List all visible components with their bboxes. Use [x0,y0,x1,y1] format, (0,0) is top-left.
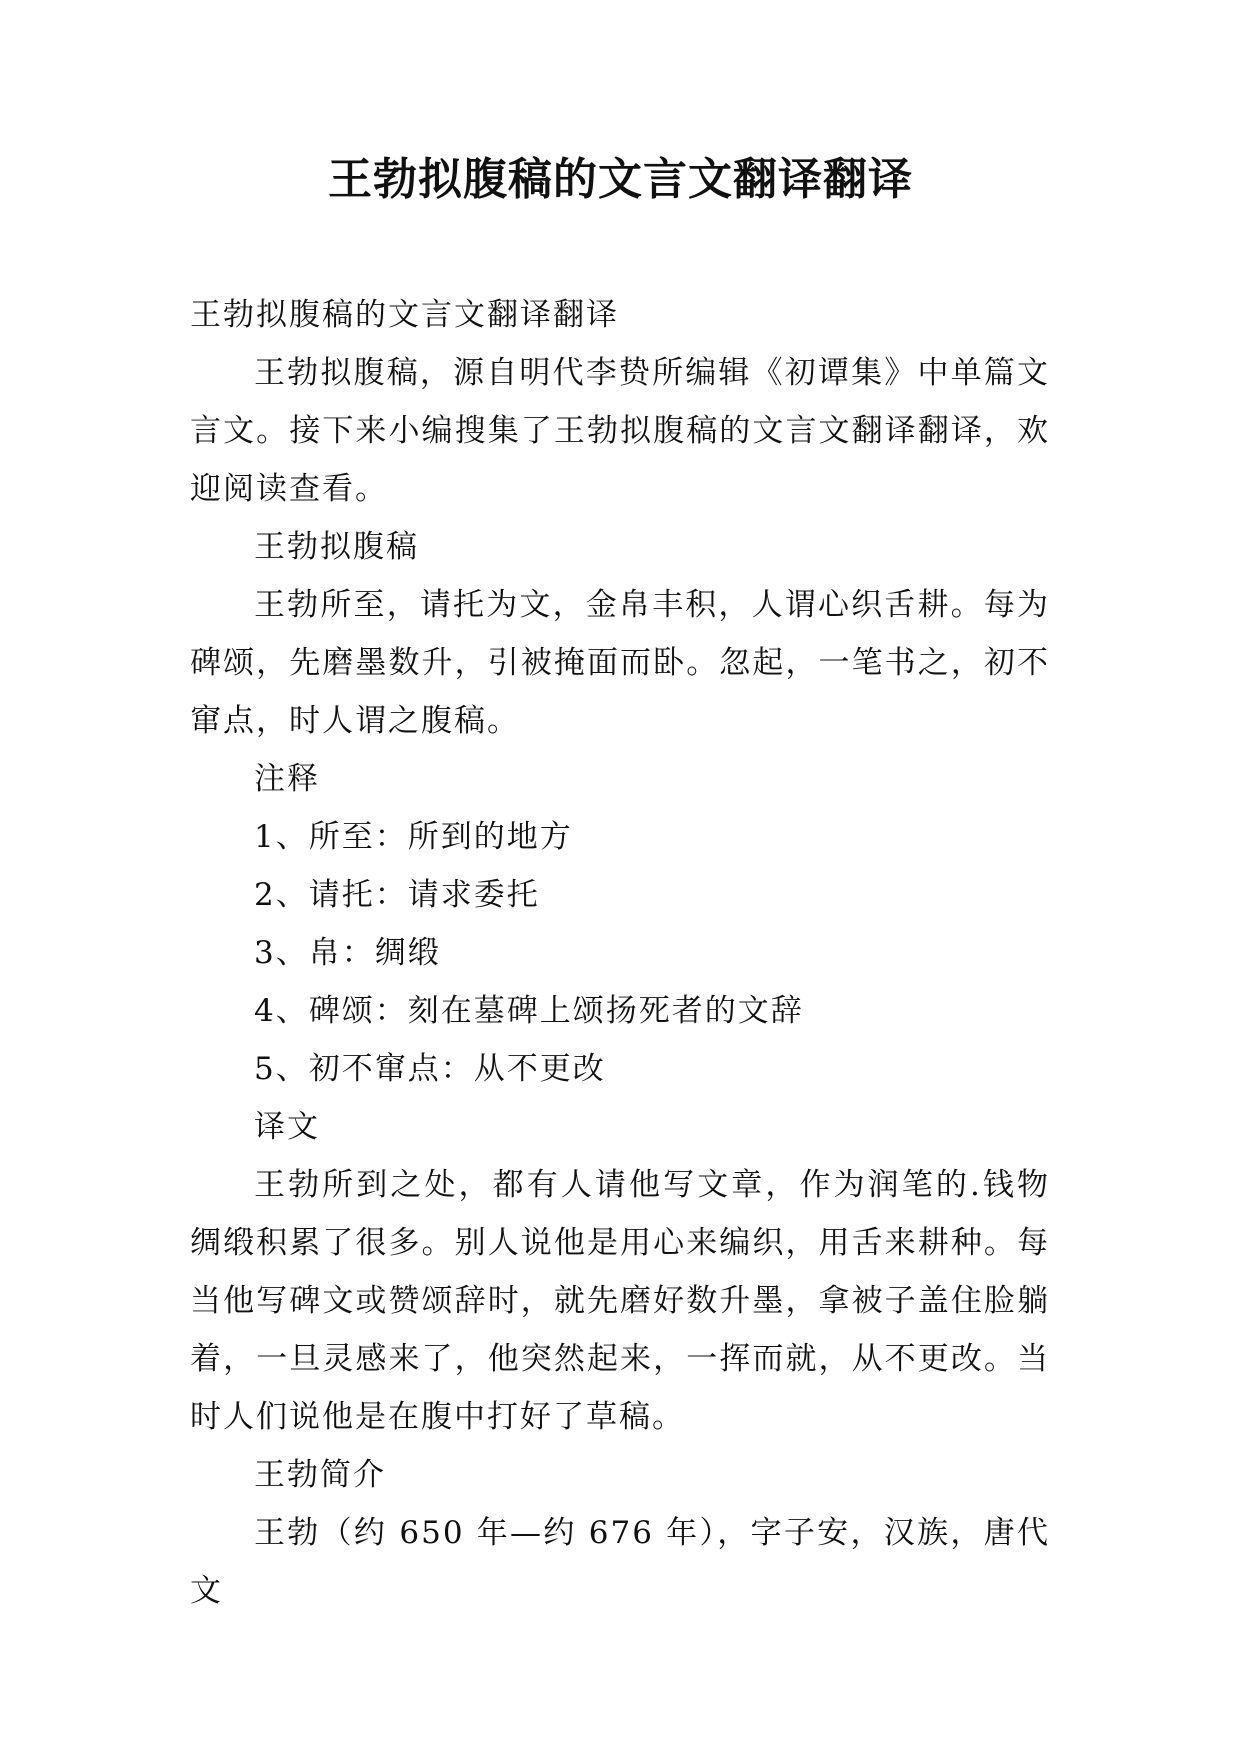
paragraph-translation: 王勃所到之处，都有人请他写文章，作为润笔的.钱物绸缎积累了很多。别人说他是用心来编织，用舌来耕种。每当他写碑文或赞颂辞时，就先磨好数升墨，拿被子盖住脸躺着，一旦灵感来了，他突然起来，一挥而就，从不更改。当时人们说他是在腹中打好了草稿。 [190,1167,1050,1435]
note-item: 5、初不窜点：从不更改 [254,1051,606,1087]
document-title: 王勃拟腹稿的文言文翻译翻译 [328,154,913,205]
paragraph-biography: 王勃（约 650 年—约 676 年），字子安，汉族，唐代文 [190,1515,1050,1609]
document-body [190,286,1050,1620]
heading-notes: 注释 [254,761,320,797]
note-item: 4、碑颂：刻在墓碑上颂扬死者的文辞 [254,993,804,1029]
heading-translation: 译文 [254,1109,320,1145]
note-item: 2、请托：请求委托 [254,877,540,913]
paragraph-subtitle: 王勃拟腹稿的文言文翻译翻译 [190,297,619,333]
heading-original-text: 王勃拟腹稿 [254,529,419,565]
note-item: 1、所至：所到的地方 [254,819,573,855]
paragraph-intro: 王勃拟腹稿，源自明代李贽所编辑《初谭集》中单篇文言文。接下来小编搜集了王勃拟腹稿的文言文翻译翻译，欢迎阅读查看。 [190,355,1050,507]
note-item: 3、帛：绸缎 [254,935,441,971]
paragraph-original-text: 王勃所至，请托为文，金帛丰积，人谓心织舌耕。每为碑颂，先磨墨数升，引被掩面而卧。忽起，一笔书之，初不窜点，时人谓之腹稿。 [190,587,1050,739]
heading-biography: 王勃简介 [254,1457,386,1493]
